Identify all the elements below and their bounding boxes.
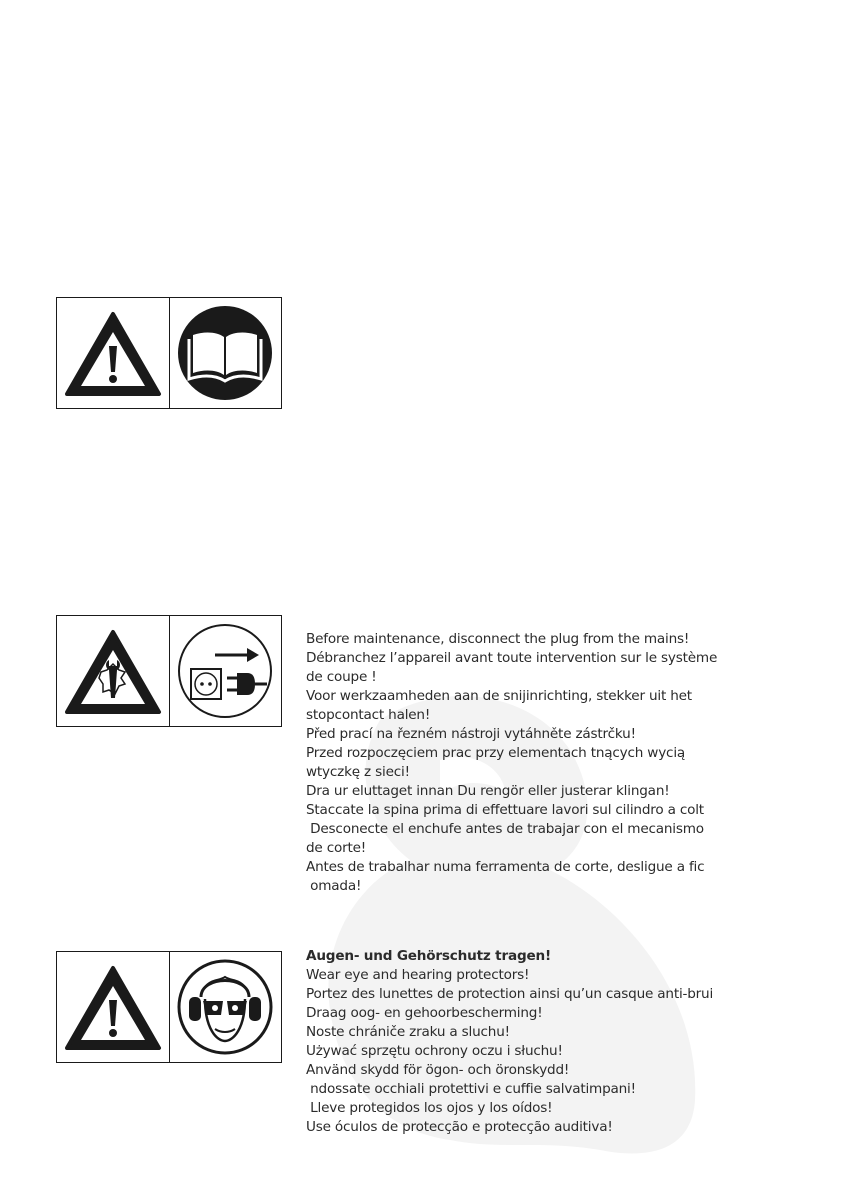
protection-line-cs: Noste chrániče zraku a sluchu! (306, 1024, 510, 1040)
protection-warning-text (306, 947, 736, 1137)
maintenance-line-sv: Dra ur eluttaget innan Du rengör eller justerar klingan! (306, 783, 670, 799)
protection-line-fr: Portez des lunettes de protection ainsi qu’un casque anti-brui (306, 986, 714, 1002)
protection-line-nl: Draag oog- en gehoorbescherming! (306, 1005, 543, 1021)
read-manual-symbol-box (56, 297, 282, 409)
maintenance-line-pt-1: Antes de trabalhar numa ferramenta de corte, desligue a fic (306, 859, 705, 875)
maintenance-line-en: Before maintenance, disconnect the plug from the mains! (306, 631, 690, 647)
eye-ear-protection-icon (175, 957, 275, 1057)
maintenance-line-pl-2: wtyczkę z sieci! (306, 764, 410, 780)
maintenance-line-nl-1: Voor werkzaamheden aan de snijinrichting, stekker uit het (306, 688, 692, 704)
maintenance-line-es-2: de corte! (306, 840, 367, 856)
protection-line-en: Wear eye and hearing protectors! (306, 967, 530, 983)
protection-heading-de: Augen- und Gehörschutz tragen! (306, 948, 551, 964)
warning-triangle-icon (63, 962, 163, 1052)
maintenance-line-it: Staccate la spina prima di effettuare lavori sul cilindro a colt (306, 802, 704, 818)
protection-line-pl: Używać sprzętu ochrony oczu i słuchu! (306, 1043, 563, 1059)
warning-triangle-wrench-icon (63, 626, 163, 716)
disconnect-plug-icon (175, 621, 275, 721)
maintenance-line-pl-1: Przed rozpoczęciem prac przy elementach tnących wycią (306, 745, 686, 761)
read-manual-book-icon (175, 303, 275, 403)
maintenance-warning-text (306, 630, 736, 896)
maintenance-line-fr-1: Débranchez l’appareil avant toute intervention sur le système (306, 650, 718, 666)
protection-line-sv: Använd skydd för ögon- och öronskydd! (306, 1062, 570, 1078)
protection-line-pt: Use óculos de protecção e protecção auditiva! (306, 1119, 613, 1135)
protection-line-es: Lleve protegidos los ojos y los oídos! (306, 1100, 553, 1116)
protection-line-it: ndossate occhiali protettivi e cuffie salvatimpani! (306, 1081, 636, 1097)
maintenance-symbol-box (56, 615, 282, 727)
maintenance-line-fr-2: de coupe ! (306, 669, 377, 685)
warning-triangle-icon (63, 308, 163, 398)
maintenance-line-pt-2: omada! (306, 878, 362, 894)
maintenance-line-es-1: Desconecte el enchufe antes de trabajar con el mecanismo (306, 821, 704, 837)
protection-symbol-box (56, 951, 282, 1063)
maintenance-line-cs: Před prací na řezném nástroji vytáhněte zástrčku! (306, 726, 636, 742)
maintenance-line-nl-2: stopcontact halen! (306, 707, 431, 723)
